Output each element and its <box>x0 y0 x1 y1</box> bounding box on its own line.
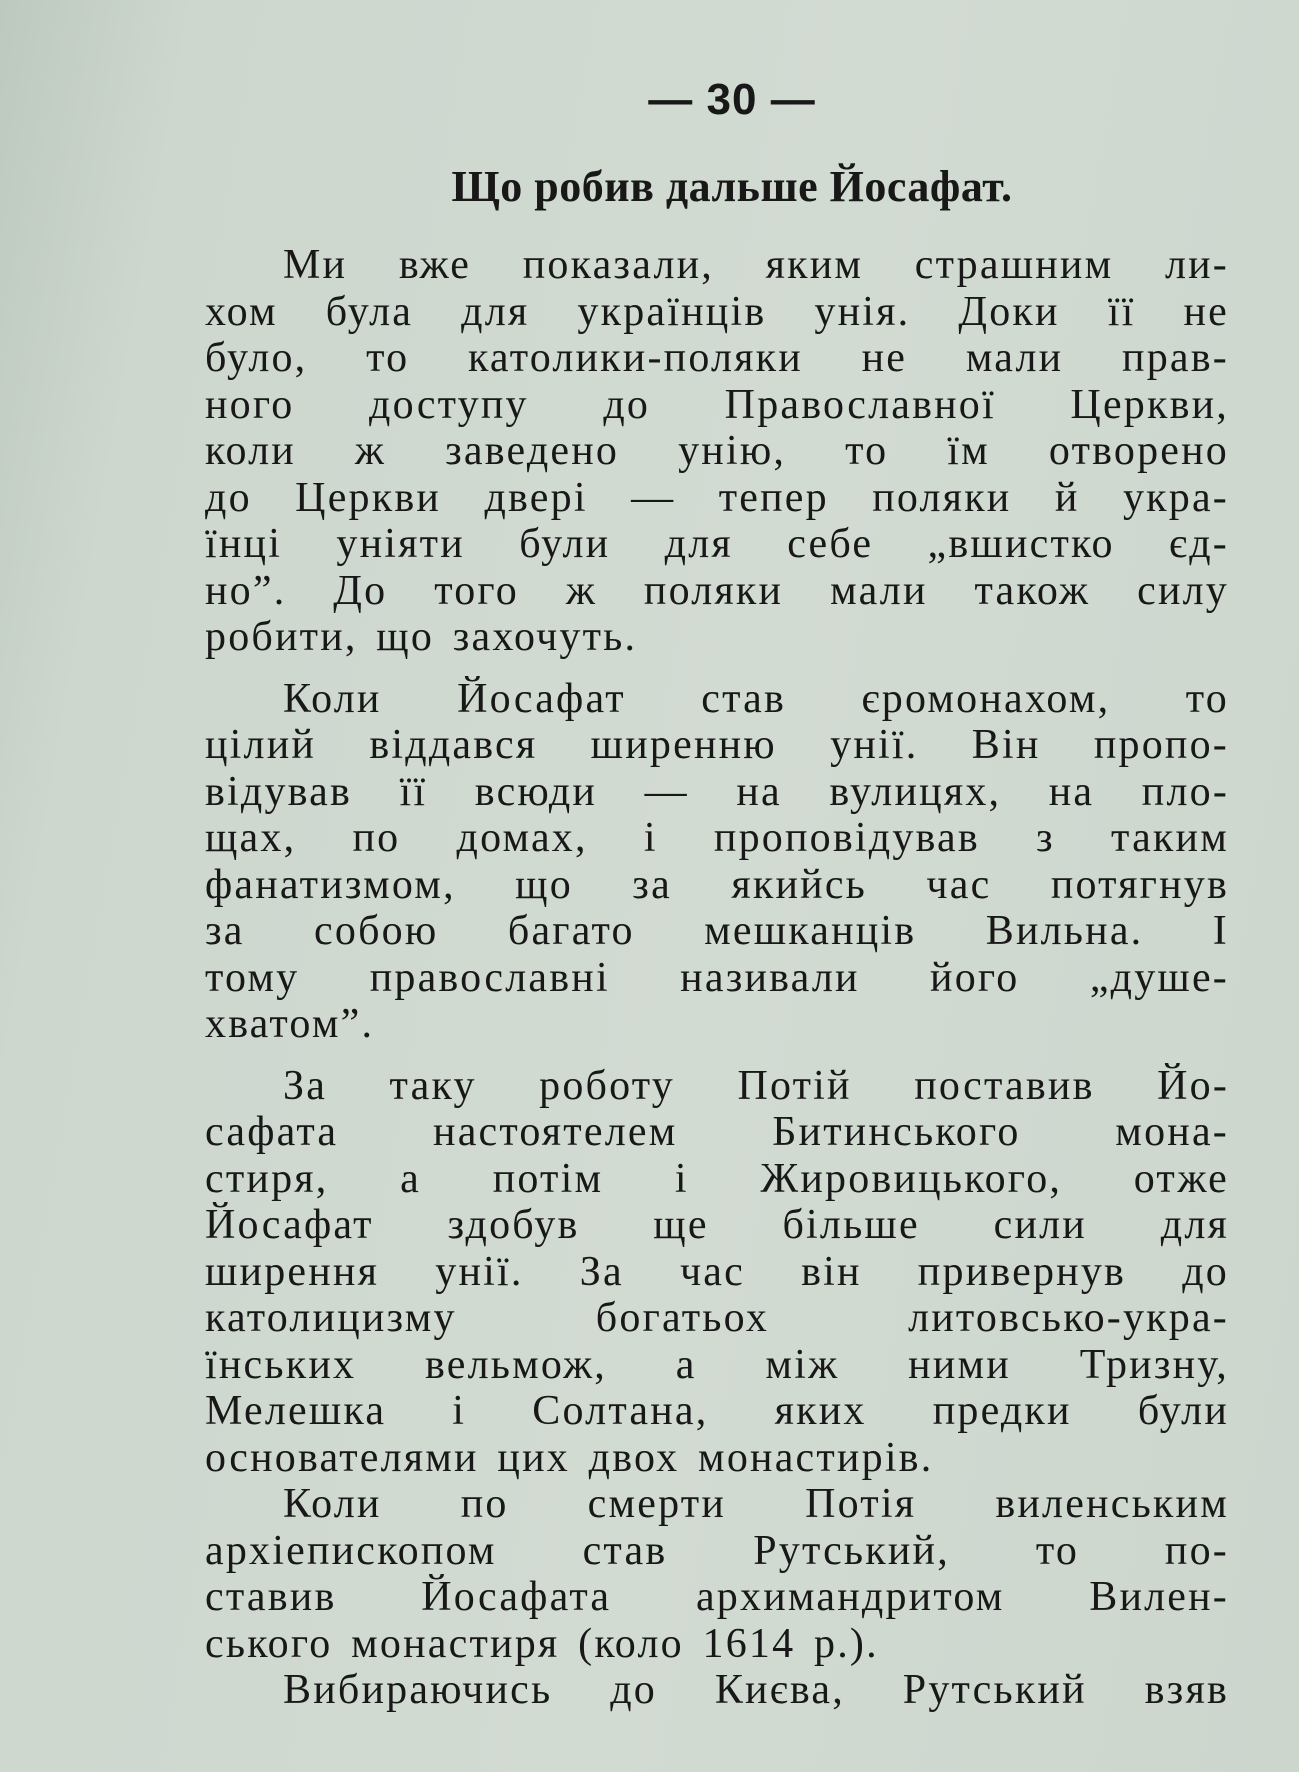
text-line: сафата настоятелем Битинського мона- <box>205 1109 1229 1155</box>
text-line: щах, по домах, і проповідував з таким <box>205 815 1229 861</box>
text-line: цілий віддався ширенню унії. Він пропо- <box>205 722 1229 768</box>
body-text <box>205 242 1229 1714</box>
text-line: тому православні називали його „душе- <box>205 954 1229 1001</box>
paragraph <box>205 242 1229 661</box>
text-line: їнці уніяти були для себе „вшистко єд- <box>205 521 1229 567</box>
text-line: ного доступу до Православної Церкви, <box>205 381 1229 428</box>
text-line: Вибираючись до Києва, Рутський взяв <box>283 1667 1229 1713</box>
page-number: — 30 — <box>648 75 816 124</box>
text-line: За таку роботу Потій поставив Йо- <box>283 1062 1229 1109</box>
text-line: стиря, а потім і Жировицького, отже <box>205 1155 1229 1202</box>
text-line: но”. До того ж поляки мали також силу <box>205 567 1229 614</box>
text-line: ського монастиря (коло 1614 р.). <box>205 1620 879 1667</box>
text-line: Йосафат здобув ще більше сили для <box>205 1202 1229 1248</box>
text-line: католицизму богатьох литовсько-укра- <box>205 1295 1229 1341</box>
text-line: фанатизмом, що за якийсь час потягнув <box>205 861 1229 908</box>
text-line: Мелешка і Солтана, яких предки були <box>205 1388 1229 1434</box>
book-page <box>205 60 1229 1714</box>
text-line: відував її всюди — на вулицях, на пло- <box>205 768 1229 815</box>
paragraph <box>205 676 1229 1048</box>
text-line: ширення унії. За час він привернув до <box>205 1248 1229 1295</box>
paragraph-gap <box>205 661 1229 676</box>
text-line: коли ж заведено унію, то їм отворено <box>205 428 1229 474</box>
text-line: хватом”. <box>205 1001 375 1047</box>
paragraph <box>205 1481 1229 1667</box>
text-line: їнських вельмож, а між ними Тризну, <box>205 1341 1229 1388</box>
paragraph <box>205 1667 1229 1714</box>
text-line: було, то католики-поляки не мали прав- <box>205 335 1229 381</box>
paragraph-gap <box>205 1048 1229 1063</box>
text-line: архіепископом став Рутський, то по- <box>205 1527 1229 1574</box>
text-line: хом була для українців унія. Доки її не <box>205 288 1229 335</box>
text-line: за собою багато мешканців Вильна. І <box>205 908 1229 954</box>
text-line: Ми вже показали, яким страшним ли- <box>283 242 1229 288</box>
paragraph <box>205 1063 1229 1482</box>
text-line: до Церкви двері — тепер поляки й укра- <box>205 474 1229 521</box>
text-line: ставив Йосафата архимандритом Вилен- <box>205 1574 1229 1620</box>
text-line: Коли Йосафат став єромонахом, то <box>283 675 1229 722</box>
text-line: робити, що захочуть. <box>205 614 638 660</box>
text-line: основателями цих двох монастирів. <box>205 1434 934 1481</box>
text-line: Коли по смерти Потія виленським <box>283 1481 1229 1527</box>
section-heading: Що робив дальше Йосафат. <box>451 162 1013 211</box>
